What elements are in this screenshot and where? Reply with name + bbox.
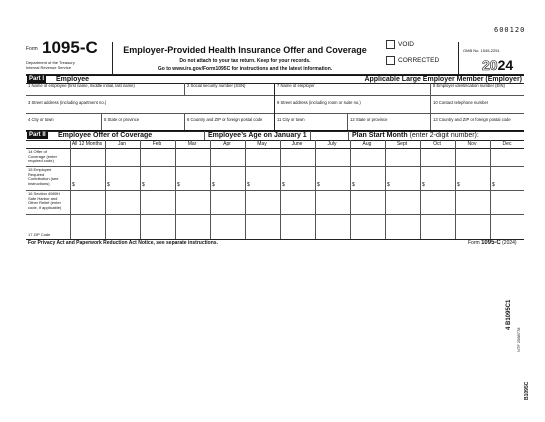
instruction-line-1: Do not attach to your tax return. Keep for your records.: [179, 58, 311, 64]
row15-label: 15 Employee Required Contribution (see instructions): [28, 167, 59, 186]
corrected-label: CORRECTED: [398, 57, 440, 64]
month-sep: Sept: [396, 141, 408, 147]
month-jun: June: [291, 141, 303, 147]
dollar-oct: $: [422, 182, 425, 188]
part2-title: Employee Offer of Coverage: [58, 132, 153, 139]
dollar-may: $: [247, 182, 250, 188]
month-nov: Nov: [467, 141, 477, 147]
form-number: 1095-C: [42, 38, 98, 57]
employer-title: Applicable Large Employer Member (Employer): [364, 76, 522, 83]
dollar-jan: $: [107, 182, 110, 188]
instruction-line-2: Go to www.irs.gov/Form1095C for instructions and the latest information.: [157, 66, 333, 72]
void-checkbox[interactable]: [386, 40, 395, 49]
field-employer-phone[interactable]: 10 Contact telephone number: [433, 100, 489, 105]
plan-start-month: [352, 132, 479, 140]
part2-tag: Part II: [29, 132, 46, 138]
footer-form-id: [468, 240, 517, 246]
dollar-nov: $: [457, 182, 460, 188]
privacy-notice: For Privacy Act and Paperwork Reduction Act Notice, see separate instructions.: [28, 240, 218, 246]
field-employer-ein[interactable]: 8 Employer identification number (EIN): [433, 83, 505, 88]
dollar-apr: $: [212, 182, 215, 188]
field-employee-state[interactable]: 5 State or province: [104, 117, 140, 122]
side-code-1: 4 B1095C1: [506, 299, 512, 330]
dollar-all-12: $: [72, 182, 75, 188]
month-oct: Oct: [433, 141, 441, 147]
side-code-2: NTF 2588778: [516, 327, 521, 352]
field-employee-street[interactable]: 3 Street address (including apartment no.): [28, 100, 107, 105]
corrected-checkbox[interactable]: [386, 56, 395, 65]
plan-start-note: (enter 2-digit number):: [409, 132, 479, 139]
month-mar: Mar: [187, 141, 197, 147]
month-may: May: [257, 141, 267, 147]
month-jul: July: [327, 141, 337, 147]
field-employer-street[interactable]: 9 Street address (including room or suite no.): [277, 100, 361, 105]
dollar-mar: $: [177, 182, 180, 188]
dept-line-2: Internal Revenue Service: [26, 65, 71, 70]
field-employer-city[interactable]: 11 City or town: [277, 117, 305, 122]
field-employee-name[interactable]: 1 Name of employee (first name, middle initial, last name): [28, 83, 135, 88]
omb-number: OMB No. 1545-2251: [463, 48, 500, 53]
field-employer-zip[interactable]: 13 Country and ZIP or foreign postal code: [433, 117, 511, 122]
employee-age-title: Employee’s Age on January 1: [208, 132, 307, 139]
row14-label: 14 Offer of Coverage (enter required code): [28, 149, 57, 163]
footer-form-year: (2024): [502, 240, 517, 246]
dept-line-1: Department of the Treasury: [26, 60, 75, 65]
month-apr: Apr: [223, 141, 231, 147]
row16-label: 16 Section 4980H Safe Harbor and Other Relief (enter code, if applicable): [28, 191, 62, 210]
field-employer-name[interactable]: 7 Name of employer: [277, 83, 315, 88]
form-title: Employer-Provided Health Insurance Offer and Coverage: [123, 45, 367, 55]
part1-tag: Part I: [29, 76, 45, 82]
dollar-sep: $: [387, 182, 390, 188]
form-label: Form: [26, 46, 38, 52]
field-employee-zip[interactable]: 6 Country and ZIP or foreign postal code: [187, 117, 263, 122]
tax-year-prefix: 20: [482, 57, 498, 73]
dollar-feb: $: [142, 182, 145, 188]
header-divider-left: [112, 42, 113, 74]
month-dec: Dec: [502, 141, 512, 147]
part1-title: Employee: [56, 76, 90, 83]
field-employee-city[interactable]: 4 City or town: [28, 117, 54, 122]
tax-year: [482, 58, 513, 73]
footer-form-number: 1095-C: [481, 240, 501, 246]
dollar-dec: $: [492, 182, 495, 188]
side-code-3: B1095C: [524, 381, 530, 400]
footer-form-label: Form: [468, 240, 480, 246]
tax-year-suffix: 24: [497, 57, 514, 73]
month-jan: Jan: [117, 141, 127, 147]
header-divider-right: [458, 42, 459, 74]
field-employee-ssn[interactable]: 2 Social security number (SSN): [187, 83, 246, 88]
dollar-aug: $: [352, 182, 355, 188]
void-label: VOID: [398, 41, 414, 48]
dollar-jul: $: [317, 182, 320, 188]
row17-label: 17 ZIP Code: [28, 232, 51, 237]
dollar-jun: $: [282, 182, 285, 188]
plan-start-title: Plan Start Month: [352, 132, 408, 139]
field-employer-state[interactable]: 12 State or province: [350, 117, 388, 122]
month-all-12: All 12 Months: [71, 141, 103, 147]
form-control-code: 600120: [494, 26, 526, 34]
month-aug: Aug: [362, 141, 372, 147]
month-feb: Feb: [152, 141, 162, 147]
